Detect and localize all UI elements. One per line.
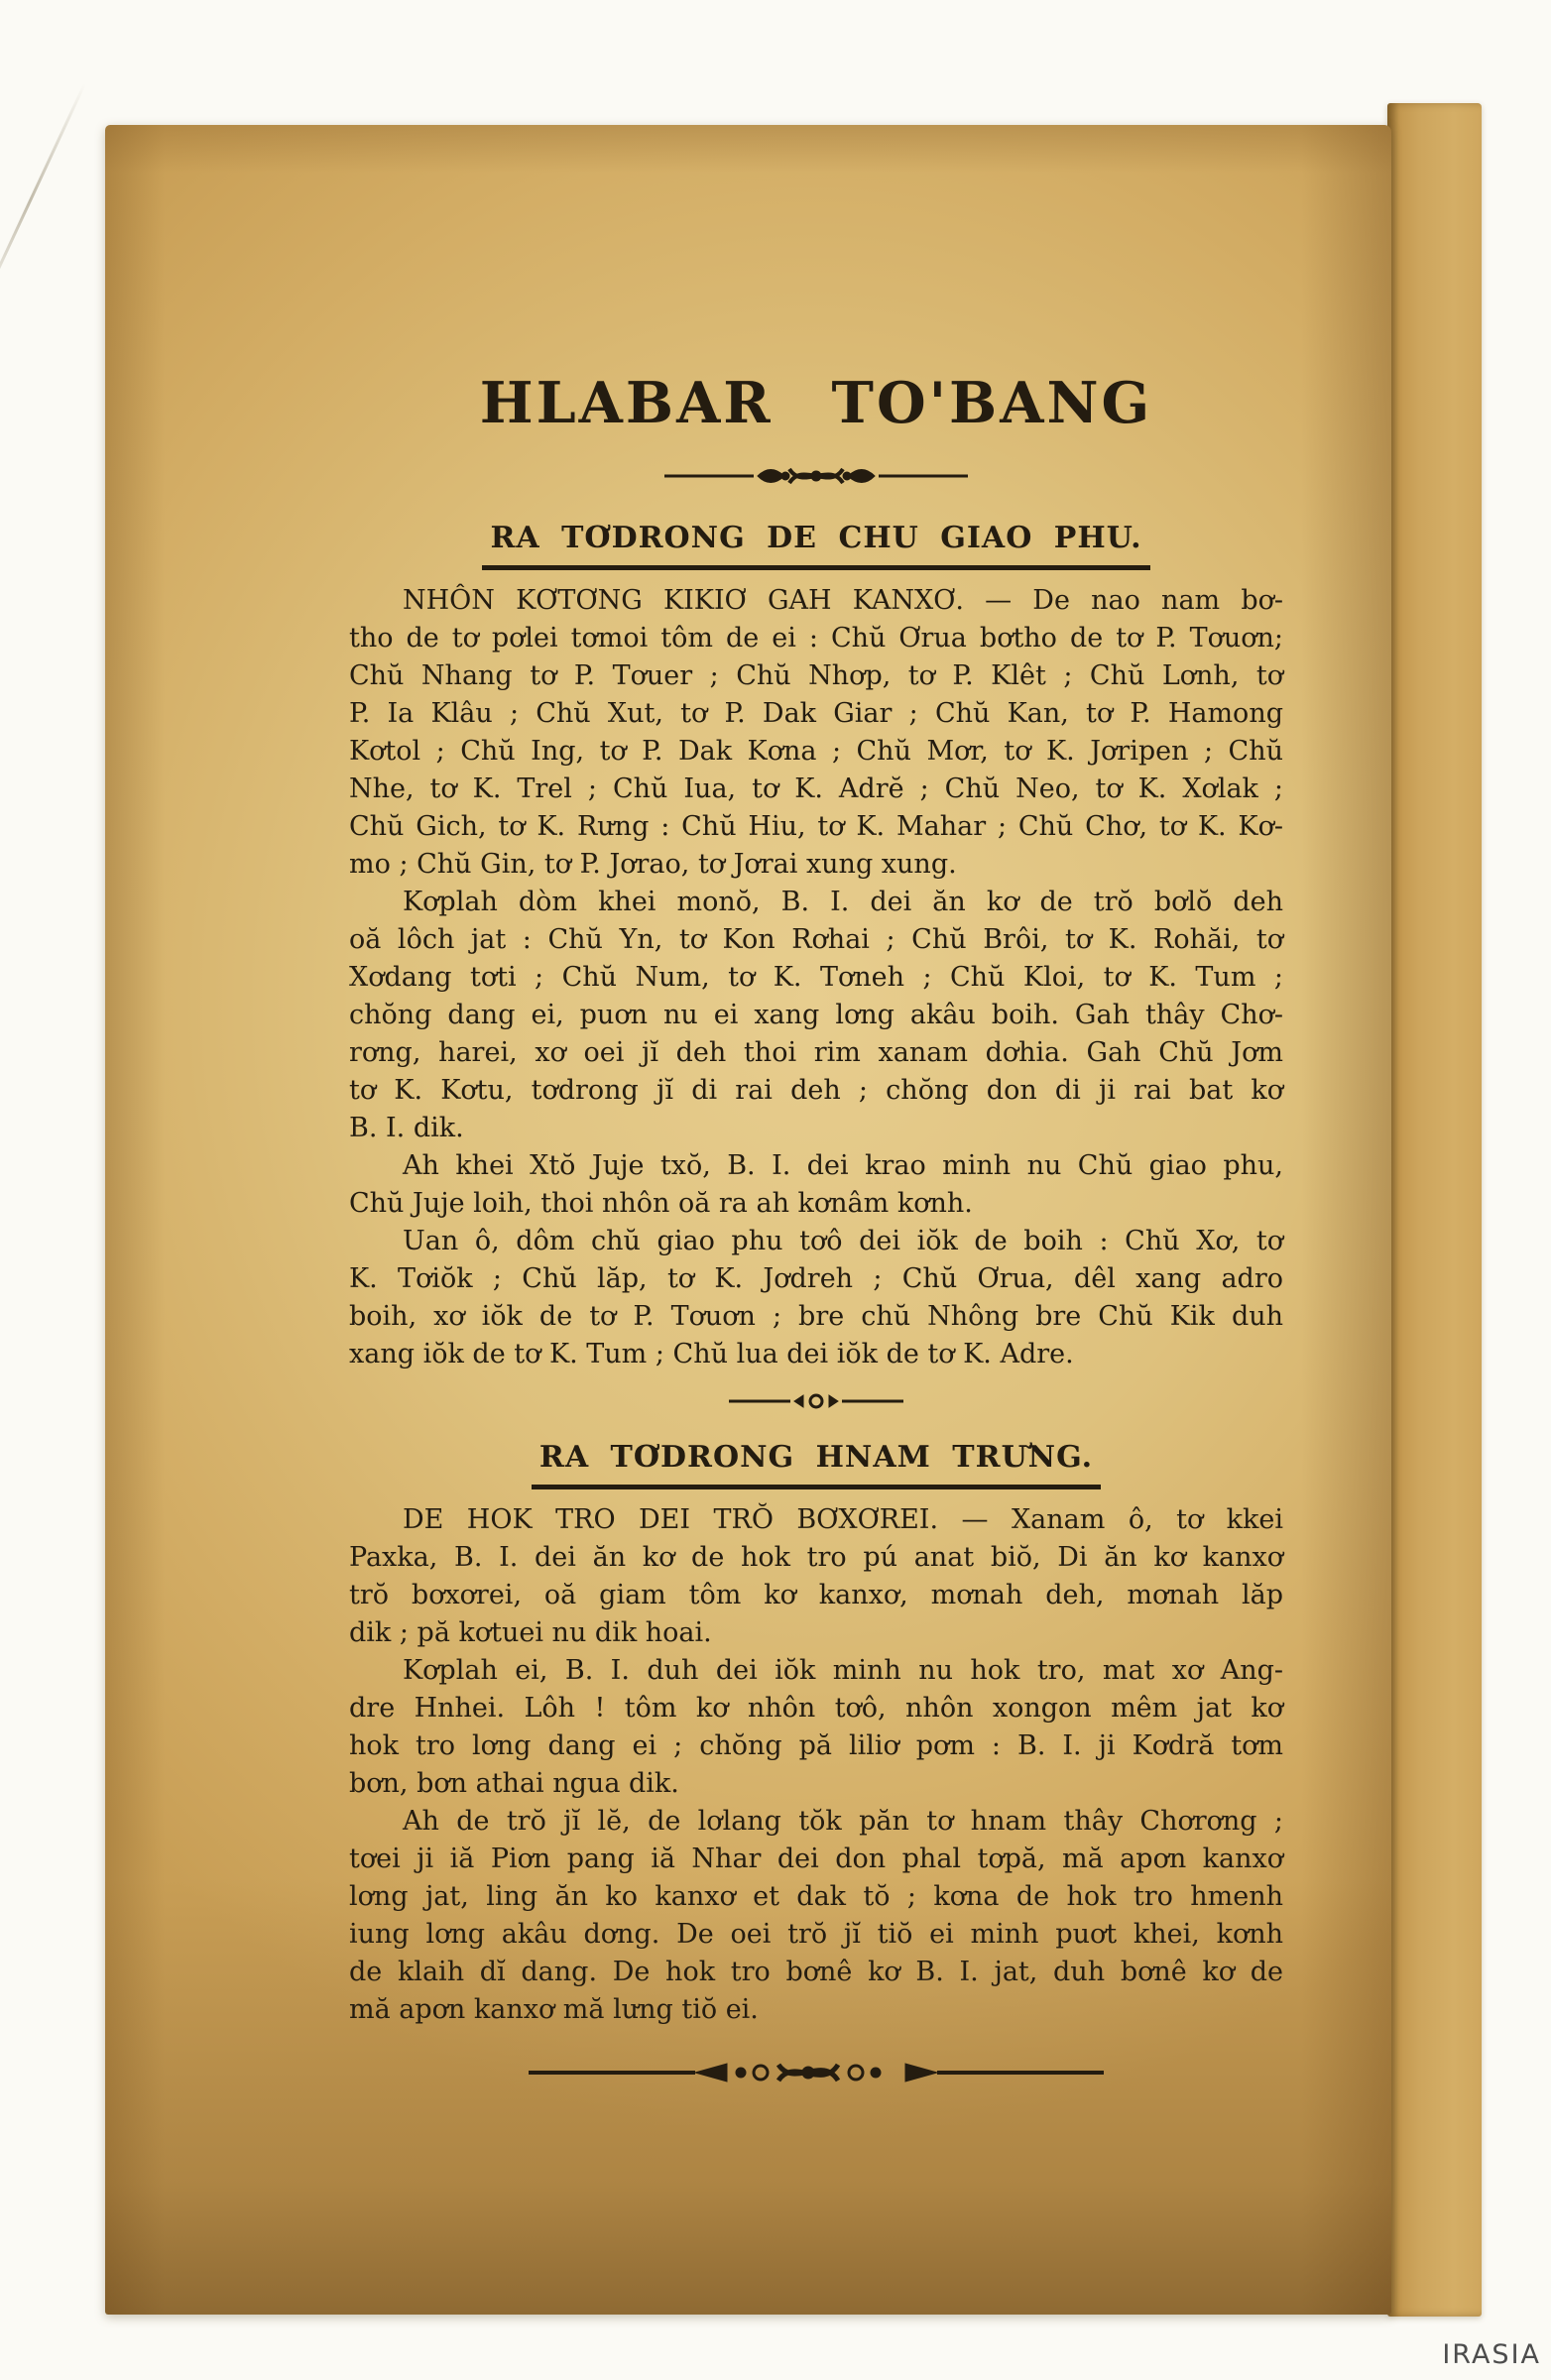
text-line: Chŭ Nhang tơ P. Tơuer ; Chŭ Nhơp, tơ P. Klêt ; Chŭ Lơnh, tơ: [349, 660, 1283, 691]
paragraph: [349, 1147, 1283, 1223]
adjacent-page-edge: [1387, 103, 1482, 2317]
text-line: hok tro lơng dang ei ; chŏng pă liliơ pơm : B. I. ji Kơdră tơm: [349, 1730, 1283, 1761]
text-line: Nhe, tơ K. Trel ; Chŭ Iua, tơ K. Adrĕ ; Chŭ Neo, tơ K. Xơlak ;: [349, 774, 1283, 804]
tail-ornament-icon: [529, 2057, 1104, 2088]
text-line: xang iŏk de tơ K. Tum ; Chŭ lua dei iŏk de tơ K. Adre.: [349, 1339, 1074, 1369]
text-line: tơei ji iă Piơn pang iă Nhar dei don phal tơpă, mă apơn kanxơ: [349, 1844, 1283, 1874]
text-line: K. Tơiŏk ; Chŭ lăp, tơ K. Jơdreh ; Chŭ Ơrua, dêl xang adro: [349, 1263, 1283, 1294]
irasia-watermark: IRASIA: [1442, 2339, 1541, 2370]
text-line: boih, xơ iŏk de tơ P. Tơuơn ; bre chŭ Nhông bre Chŭ Kik duh: [349, 1301, 1283, 1332]
text-line: oă lôch jat : Chŭ Yn, tơ Kon Rơhai ; Chŭ Brôi, tơ K. Rohăi, tơ: [349, 924, 1283, 955]
text-line: Ah de trŏ jĭ lĕ, de lơlang tŏk păn tơ hnam thây Chơrơng ;: [403, 1806, 1283, 1837]
text-line: iung lơng akâu dơng. De oei trŏ jĭ tiŏ ei minh puơt khei, kơnh: [349, 1919, 1283, 1950]
text-line: lơng jat, ling ăn ko kanxơ et dak tŏ ; kơna de hok tro hmenh: [349, 1881, 1283, 1912]
section-2-body: [349, 1501, 1283, 2029]
text-line: mă apơn kanxơ mă lưng tiŏ ei.: [349, 1994, 759, 2025]
text-line: bơn, bơn athai ngua dik.: [349, 1768, 679, 1799]
text-line: Chŭ Gich, tơ K. Rưng : Chŭ Hiu, tơ K. Mahar ; Chŭ Chơ, tơ K. Kơ-: [349, 811, 1283, 842]
text-line: Kơplah ei, B. I. duh dei iŏk minh nu hok tro, mat xơ Ang-: [403, 1655, 1283, 1686]
text-line: chŏng dang ei, puơn nu ei xang lơng akâu boih. Gah thây Chơ-: [349, 1000, 1283, 1030]
text-line: Chŭ Juje loih, thoi nhôn oă ra ah kơnâm kơnh.: [349, 1188, 973, 1219]
text-line: mo ; Chŭ Gin, tơ P. Jơrao, tơ Jơrai xung xung.: [349, 849, 957, 880]
section-heading-2-text: RA TƠDRONG HNAM TRƯNG.: [532, 1441, 1101, 1489]
text-line: NHÔN KƠTƠNG KIKIƠ GAH KANXƠ. — De nao nam bơ-: [403, 585, 1283, 616]
page-fold-crease: [0, 83, 86, 318]
page-title: HLABAR TO'BANG: [479, 370, 1153, 436]
text-line: Kơplah dòm khei monŏ, B. I. dei ăn kơ de trŏ bơlŏ deh: [403, 887, 1283, 917]
text-line: dre Hnhei. Lôh ! tôm kơ nhôn tơô, nhôn xongon mêm jat kơ: [349, 1693, 1283, 1724]
text-line: Xơdang tơti ; Chŭ Num, tơ K. Tơneh ; Chŭ Kloi, tơ K. Tum ;: [349, 962, 1283, 993]
section-divider-icon: [729, 1389, 903, 1413]
text-line: trŏ bơxơrei, oă giam tôm kơ kanxơ, mơnah deh, mơnah lăp: [349, 1580, 1283, 1610]
text-line: de klaih dĭ dang. De hok tro bơnê kơ B. I. jat, duh bơnê kơ de: [349, 1957, 1283, 1987]
text-line: P. Ia Klâu ; Chŭ Xut, tơ P. Dak Giar ; Chŭ Kan, tơ P. Hamong: [349, 698, 1283, 729]
text-line: tho de tơ pơlei tơmoi tôm de ei : Chŭ Ơrua bơtho de tơ P. Tơuơn;: [349, 623, 1283, 654]
text-line: DE HOK TRO DEI TRŎ BƠXƠREI. — Xanam ô, tơ kkei: [403, 1504, 1283, 1535]
paragraph: [349, 582, 1283, 884]
paragraph: [349, 1223, 1283, 1373]
page-content: [349, 370, 1283, 2088]
text-line: Uan ô, dôm chŭ giao phu tơô dei iŏk de boih : Chŭ Xơ, tơ: [403, 1226, 1283, 1256]
text-line: tơ K. Kơtu, tơdrong jĭ di rai deh ; chŏng don di ji rai bat kơ: [349, 1075, 1283, 1106]
text-line: Paxka, B. I. dei ăn kơ de hok tro pú anat biŏ, Di ăn kơ kanxơ: [349, 1542, 1283, 1573]
paragraph: [349, 884, 1283, 1147]
text-line: dik ; pă kơtuei nu dik hoai.: [349, 1617, 712, 1648]
text-line: Kơtol ; Chŭ Ing, tơ P. Dak Kơna ; Chŭ Mơr, tơ K. Jơripen ; Chŭ: [349, 736, 1283, 767]
paragraph: [349, 1501, 1283, 1652]
paragraph: [349, 1652, 1283, 1803]
title-ornament-icon: [662, 458, 970, 494]
text-line: rơng, harei, xơ oei jĭ deh thoi rim xanam dơhia. Gah Chŭ Jơm: [349, 1037, 1283, 1068]
section-heading-1-text: RA TƠDRONG DE CHU GIAO PHU.: [482, 522, 1149, 570]
section-heading-2: [349, 1441, 1283, 1489]
paragraph: [349, 1803, 1283, 2029]
text-line: Ah khei Xtŏ Juje txŏ, B. I. dei krao minh nu Chŭ giao phu,: [403, 1150, 1283, 1181]
text-line: B. I. dik.: [349, 1113, 464, 1143]
section-heading-1: [349, 522, 1283, 570]
section-1-body: [349, 582, 1283, 1373]
scanned-page: [105, 125, 1391, 2315]
